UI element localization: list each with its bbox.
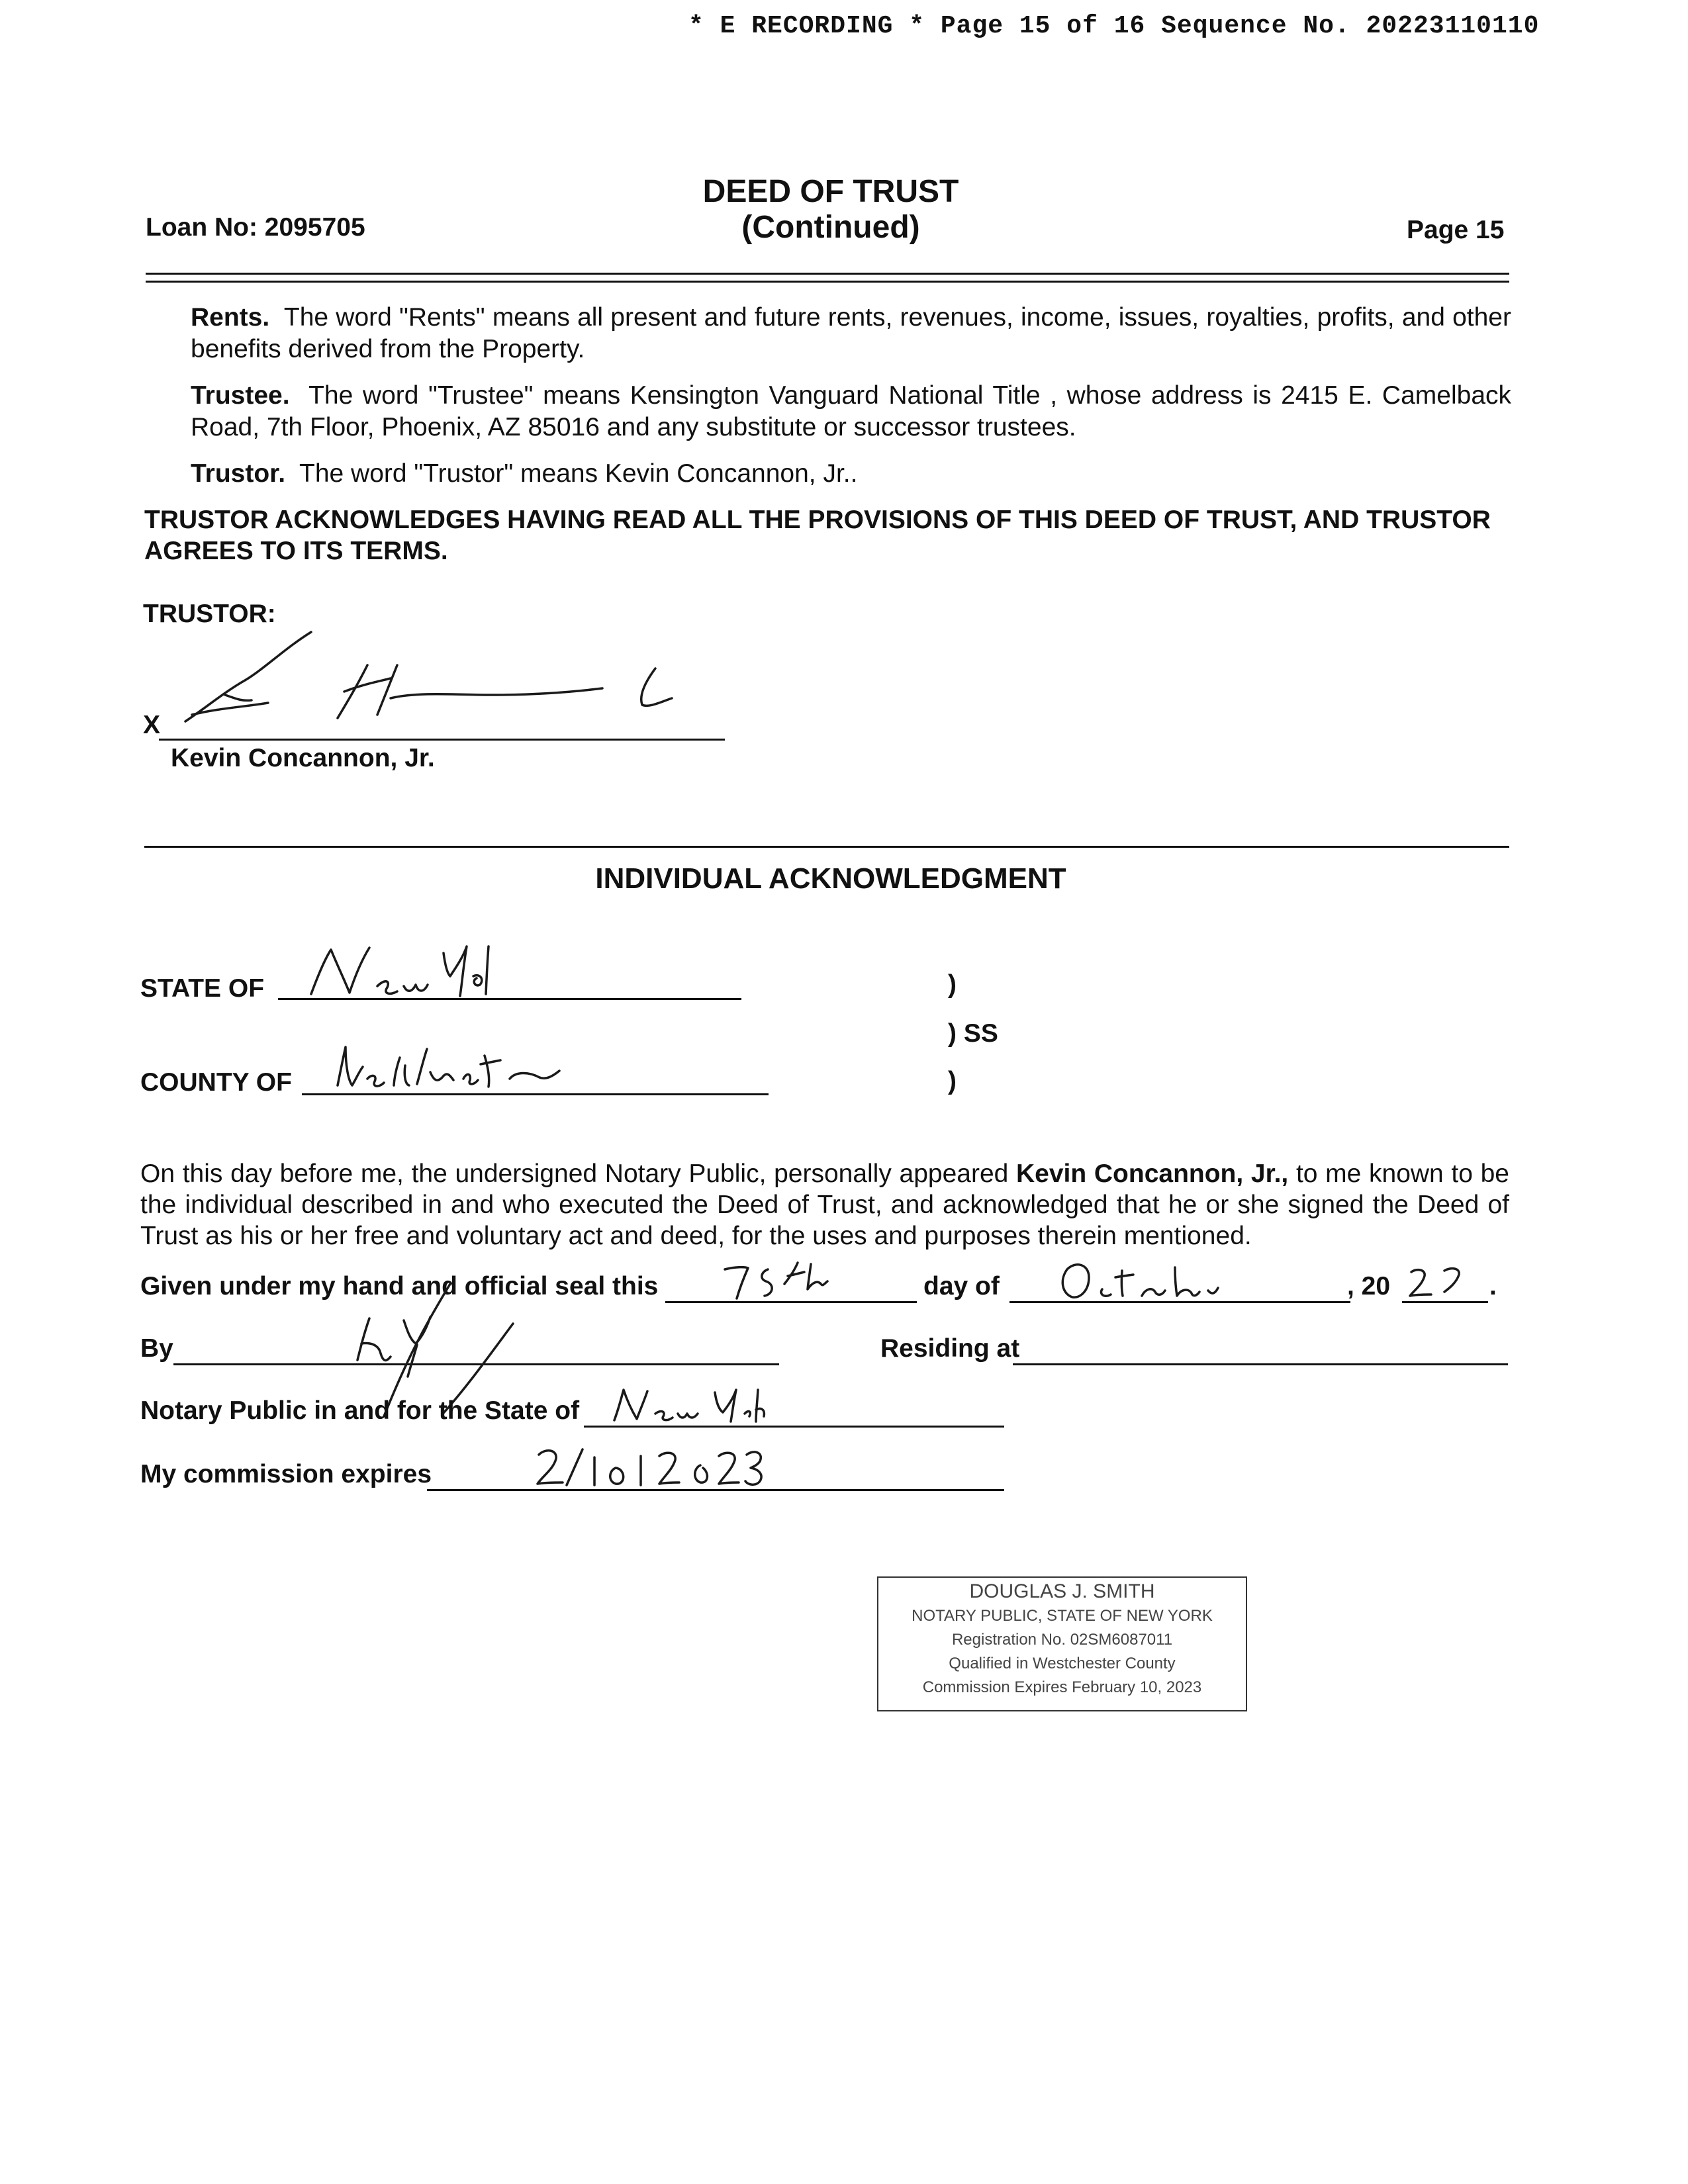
stamp-line-1: NOTARY PUBLIC, STATE OF NEW YORK xyxy=(912,1607,1213,1625)
county-handwriting xyxy=(331,1039,569,1092)
definition-text: The word "Rents" means all present and future rents, revenues, income, issues, royalties, profits, and other benefits derived from the Property. xyxy=(191,303,1511,363)
year-line xyxy=(1402,1301,1488,1303)
trustor-name: Kevin Concannon, Jr. xyxy=(171,744,435,772)
year-handwriting xyxy=(1403,1263,1483,1300)
trustor-signature-line xyxy=(159,739,725,741)
residing-at-line xyxy=(1013,1363,1508,1365)
notary-state-label: Notary Public in and for the State of xyxy=(140,1396,580,1425)
definition-text: The word "Trustee" means Kensington Vanguard National Title , whose address is 2415 E. Camelback Road, 7th Floor, Phoenix, AZ 85016 and any substitute or successor trustees. xyxy=(191,381,1512,441)
paren-ss: ) SS xyxy=(948,1019,998,1048)
year-prefix: , 20 xyxy=(1347,1272,1391,1300)
individual-ack-heading: INDIVIDUAL ACKNOWLEDGMENT xyxy=(595,862,1066,895)
year-period: . xyxy=(1489,1272,1497,1300)
signature-x-mark: X xyxy=(143,711,161,739)
commission-label: My commission expires xyxy=(140,1460,432,1488)
paren-top: ) xyxy=(948,970,957,999)
notary-paragraph xyxy=(140,1158,1509,1251)
notary-state-line xyxy=(584,1426,1004,1428)
page-number: Page 15 xyxy=(1407,216,1505,244)
stamp-name: DOUGLAS J. SMITH xyxy=(969,1580,1155,1602)
given-month-handwriting xyxy=(1053,1257,1225,1304)
residing-at-label: Residing at xyxy=(880,1334,1020,1363)
state-handwriting xyxy=(298,940,496,999)
given-day-handwriting xyxy=(718,1257,851,1304)
definition-trustor xyxy=(191,458,1511,490)
definition-term: Rents. xyxy=(191,303,270,332)
trustor-acknowledgement: TRUSTOR ACKNOWLEDGES HAVING READ ALL THE PROVISIONS OF THIS DEED OF TRUST, AND TRUSTOR AGREES TO ITS TERMS. xyxy=(144,506,1491,565)
document-subtitle: (Continued) xyxy=(741,210,920,245)
notary-state-handwriting xyxy=(609,1383,768,1426)
definition-text: The word "Trustor" means Kevin Concannon, Jr.. xyxy=(299,459,858,488)
stamp-line-3: Qualified in Westchester County xyxy=(949,1655,1176,1672)
section-rule xyxy=(144,846,1509,848)
paren-bottom: ) xyxy=(948,1067,957,1095)
definition-term: Trustee. xyxy=(191,381,290,410)
notary-paragraph-before: On this day before me, the undersigned Notary Public, personally appeared xyxy=(140,1160,1017,1188)
county-line xyxy=(302,1093,769,1095)
stamp-line-2: Registration No. 02SM6087011 xyxy=(951,1631,1173,1649)
notary-stamp xyxy=(877,1576,1247,1711)
definition-term: Trustor. xyxy=(191,459,286,488)
state-label: STATE OF xyxy=(140,974,265,1003)
by-label: By xyxy=(140,1334,173,1363)
definition-rents xyxy=(191,302,1511,365)
commission-handwriting xyxy=(530,1441,768,1490)
day-of-label: day of xyxy=(923,1272,1000,1300)
trustor-label: TRUSTOR: xyxy=(143,600,276,628)
recording-header: * E RECORDING * Page 15 of 16 Sequence No. 20223110110 xyxy=(688,12,1540,40)
given-label: Given under my hand and official seal this xyxy=(140,1272,659,1300)
header-rule-top xyxy=(146,273,1509,275)
trustor-signature xyxy=(179,629,695,728)
document-title: DEED OF TRUST xyxy=(702,174,959,209)
loan-number: Loan No: 2095705 xyxy=(146,213,365,242)
definition-trustee xyxy=(191,380,1511,443)
stamp-line-4: Commission Expires February 10, 2023 xyxy=(922,1678,1202,1696)
notary-paragraph-name: Kevin Concannon, Jr., xyxy=(1016,1160,1289,1188)
notary-paragraph-after: to me known to be the individual described in and who executed the Deed of Trust, and acknowledged that he or she signed the Deed of Trust as his or her free and voluntary act and deed, for the uses and purposes therein mentioned. xyxy=(140,1160,1509,1250)
county-label: COUNTY OF xyxy=(140,1068,292,1097)
header-rule-bottom xyxy=(146,281,1509,283)
